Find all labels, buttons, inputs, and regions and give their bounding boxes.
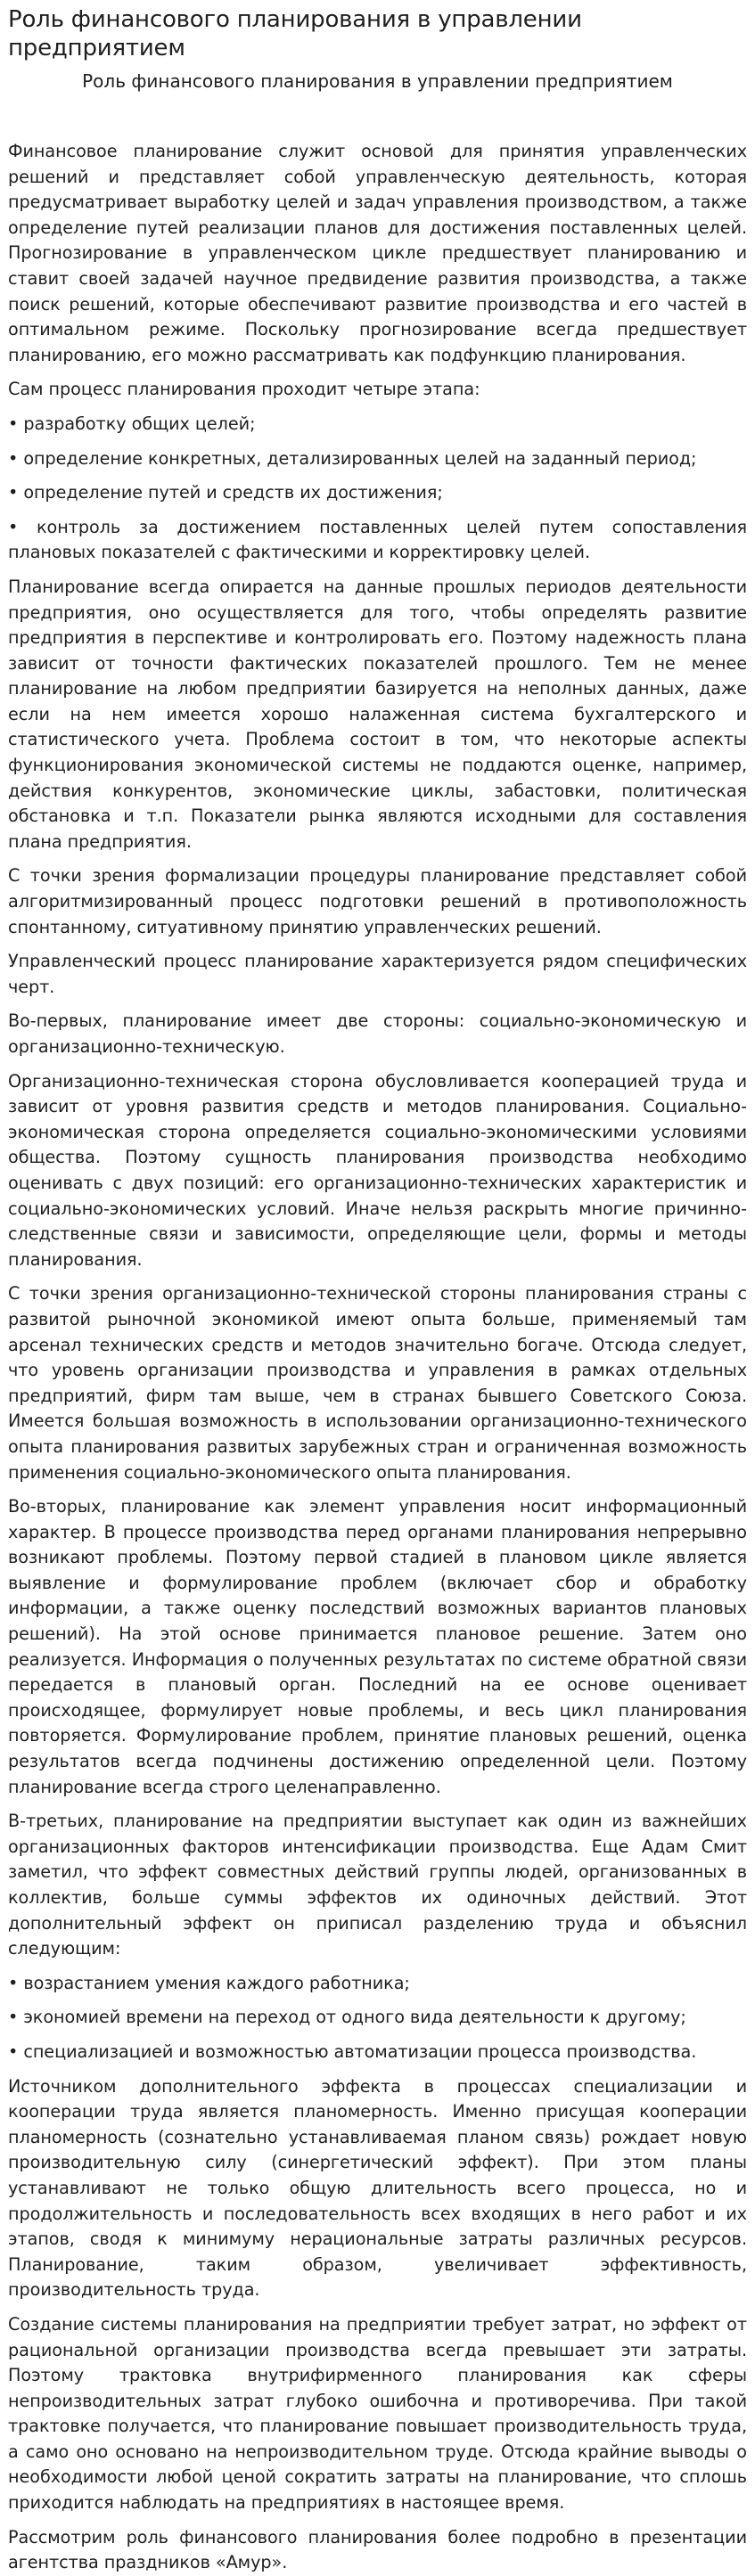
paragraph: В-третьих, планирование на предприятии выступает как один из важнейших организационных факторов интенсификации производства. Еще Адам Смит заметил, что эффект совместных действий группы людей, организованных в коллектив, больше суммы эффектов их одиночных действий. Этот дополнительный эффект он приписал разделению труда и объяснил следующим: — [8, 1811, 747, 1959]
paragraph-intro: Финансовое планирование служит основой для принятия управленческих решений и представляет собой управленческую деятельность, которая предусматривает выработку целей и задач управления производством, а также определение путей реализации планов для достижения поставленных целей. Прогнозирование в управленческом цикле предшествует планированию и ставит своей задачей научное предвидение развития производства, а также поиск решений, которые обеспечивают развитие производства и его частей в оптимальном режиме. Поскольку прогнозирование всегда предшествует планированию, его можно рассматривать как подфункцию планирования. — [8, 141, 747, 365]
list-item: • определение путей и средств их достижения; — [8, 482, 443, 503]
paragraph: Во-первых, планирование имеет две стороны: социально-экономическую и организационно-техническую. — [8, 1010, 747, 1057]
paragraph: Создание системы планирования на предприятии требует затрат, но эффект от рациональной организации производства всегда превышает эти затраты. Поэтому трактовка внутрифирменного планирования как сферы непроизводительных затрат глубоко ошибочна и противоречива. При такой трактовке получается, что планирование повышает производительность труда, а само оно основано на непроизводительном труде. Отсюда крайние выводы о необходимости любой ценой сократить затраты на планирование, что сплошь приходится наблюдать на предприятиях в настоящее время. — [8, 2313, 747, 2514]
paragraph: С точки зрения формализации процедуры планирование представляет собой алгоритмизированный процесс подготовки решений в противоположность спонтанному, ситуативному принятию управленческих решений. — [8, 865, 747, 937]
article-body — [8, 139, 747, 2576]
paragraph-closing: Рассмотрим роль финансового планирования более подробно в презентации агентства праздников «Амур». — [8, 2526, 747, 2573]
list-item: • возрастанием умения каждого работника; — [8, 1972, 410, 1993]
paragraph: Планирование всегда опирается на данные прошлых периодов деятельности предприятия, оно осуществляется для того, чтобы определять развитие предприятия в перспективе и контролировать его. Поэтому надежность плана зависит от точности фактических показателей прошлого. Тем не менее планирование на любом предприятии базируется на неполных данных, даже если на нем имеется хорошо налаженная система бухгалтерского и статистического учета. Проблема состоит в том, что некоторые аспекты функционирования экономической системы не поддаются оценке, например, действия конкурентов, экономические циклы, забастовки, политическая обстановка и т.п. Показатели рынка являются исходными для составления плана предприятия. — [8, 576, 747, 852]
paragraph: Управленческий процесс планирование характеризуется рядом специфических черт. — [8, 951, 747, 997]
list-item: • специализацией и возможностью автоматизации процесса производства. — [8, 2040, 697, 2062]
page-title: Роль финансового планирования в управлении предприятием — [8, 6, 582, 61]
list-item: • контроль за достижением поставленных целей путем сопоставления плановых показателей с фактическими и корректировку целей. — [8, 516, 747, 563]
list-item: • экономией времени на переход от одного вида деятельности к другому; — [8, 2007, 686, 2028]
paragraph: С точки зрения организационно-технической стороны планирования страны с развитой рыночной экономикой имеют опыта больше, применяемый там арсенал технических средств и методов значительно богаче. Отсюда следует, что уровень организации производства и управления в рамках отдельных предприятий, фирм там выше, чем в странах бывшего Советского Союза. Имеется большая возможность в использовании организационно-технического опыта планирования развитых зарубежных стран и ограниченная возможность применения социально-экономического опыта планирования. — [8, 1283, 747, 1483]
paragraph: Источником дополнительного эффекта в процессах специализации и кооперации труда является планомерность. Именно присущая кооперации планомерность (сознательно устанавливаемая планом связь) рождает новую производительную силу (синергетический эффект). При этом планы устанавливают не только общую длительность всего процесса, но и продолжительность и последовательность всех входящих в него работ и их этапов, сводя к минимуму нерациональные затраты различных ресурсов. Планирование, таким образом, увеличивает эффективность, производительность труда. — [8, 2075, 747, 2301]
paragraph-stages-heading: Сам процесс планирования проходит четыре этапа: — [8, 379, 480, 400]
paragraph: Во-вторых, планирование как элемент управления носит информационный характер. В процессе производства перед органами планирования непрерывно возникают проблемы. Поэтому первой стадией в плановом цикле является выявление и формулирование проблем (включает сбор и обработку информации, а также оценку последствий возможных вариантов плановых решений). На этой основе принимается плановое решение. Затем оно реализуется. Информация о полученных результатах по системе обратной связи передается в плановый орган. Последний на ее основе оценивает происходящее, формулирует новые проблемы, и весь цикл планирования повторяется. Формулирование проблем, принятие плановых решений, оценка результатов всегда подчинены достижению определенной цели. Поэтому планирование всегда строго целенаправленно. — [8, 1496, 747, 1797]
list-item: • определение конкретных, детализированных целей на заданный период; — [8, 447, 697, 469]
paragraph: Организационно-техническая сторона обусловливается кооперацией труда и зависит от уровня развития средств и методов планирования. Социально-экономическая сторона определяется социально-экономическими условиями общества. Поэтому сущность планирования производства необходимо оценивать с двух позиций: его организационно-технических характеристик и социально-экономических условий. Иначе нельзя раскрыть многие причинно-следственные связи и зависимости, определяющие цели, формы и методы планирования. — [8, 1070, 747, 1270]
page-subtitle: Роль финансового планирования в управлении предприятием — [82, 70, 673, 92]
list-item: • разработку общих целей; — [8, 413, 256, 434]
